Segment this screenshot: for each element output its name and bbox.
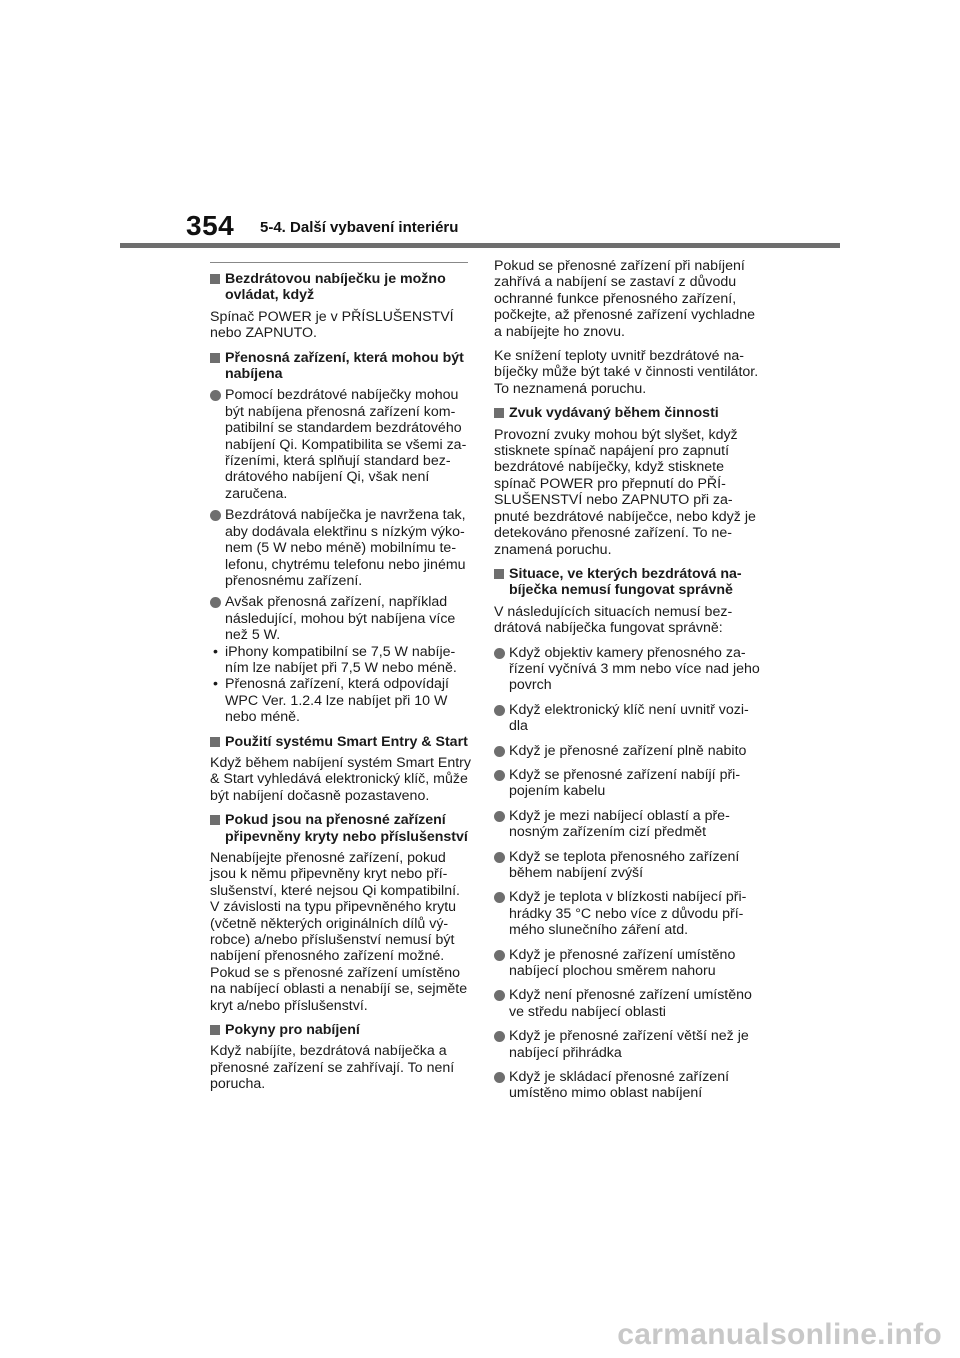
section-heading [494, 405, 762, 421]
list-item [494, 947, 762, 980]
square-bullet-icon [494, 569, 504, 579]
paragraph: Provozní zvuky mohou být slyšet, když stisknete spínač napájení pro zapnutí bezdrátové nabíječky, když stisknete spínač POWER pro přepnutí do PŘÍSLUŠENSTVÍ nebo ZAPNUTO při zapnuté bezdrátové nabíječce, nebo když je detekováno přenosné zařízení. To neznamená poruchu. [494, 426, 756, 558]
section-heading-text: Zvuk vydávaný během činnosti [509, 405, 719, 422]
sub-list-item-text: Přenosná zařízení, která odpovídají WPC Ver. 1.2.4 lze nabíjet při 10 W nebo méně. [225, 676, 449, 726]
square-bullet-icon [210, 815, 220, 825]
circle-bullet-icon [494, 705, 505, 716]
square-bullet-icon [494, 408, 504, 418]
list-item [494, 1069, 762, 1102]
circle-bullet-icon [210, 597, 221, 608]
chapter-title: 5-4. Další vybavení interiéru [260, 219, 459, 236]
list-item [210, 594, 472, 643]
paragraph: Když nabíjíte, bezdrátová nabíječka a přenosné zařízení se zahřívají. To není porucha. [210, 1043, 455, 1093]
list-item [494, 808, 762, 841]
list-item-text: Když se přenosné zařízení nabíjí připojením kabelu [509, 766, 741, 800]
sub-list-item [210, 644, 472, 677]
section-heading [210, 1022, 472, 1038]
list-item [210, 387, 472, 502]
sub-list-item-text: iPhony kompatibilní se 7,5 W nabíjením lze nabíjet při 7,5 W nebo méně. [225, 643, 457, 676]
list-item-text: Když je teplota v blízkosti nabíjecí přihrádky 35 °C nebo více z důvodu přímého slunečního záření atd. [509, 889, 747, 939]
list-item-text: Když elektronický klíč není uvnitř vozidla [509, 701, 749, 735]
circle-bullet-icon [210, 390, 221, 401]
right-column [494, 258, 762, 1110]
paragraph: V následujících situacích nemusí bezdrátová nabíječka fungovat správně: [494, 603, 733, 637]
watermark: carmanualsonline.info [617, 1318, 942, 1351]
dot-bullet-icon: • [213, 643, 218, 660]
list-item [494, 702, 762, 735]
circle-bullet-icon [494, 746, 505, 757]
section-heading [210, 350, 472, 383]
section-heading [210, 734, 472, 750]
circle-bullet-icon [494, 648, 505, 659]
list-item [494, 767, 762, 800]
list-item-text: Když je přenosné zařízení umístěno nabíjecí plochou směrem nahoru [509, 946, 736, 980]
square-bullet-icon [210, 353, 220, 363]
section-heading [210, 812, 472, 845]
list-item-text: Bezdrátová nabíječka je navržena tak, aby dodávala elektřinu s nízkým výkonem (5 W nebo méně) mobilnímu telefonu, chytrému telefonu nebo jinému přenosnému zařízení. [225, 507, 466, 589]
circle-bullet-icon [210, 510, 221, 521]
list-item [494, 987, 762, 1020]
section-heading [210, 271, 472, 304]
list-item-text: Když je přenosné zařízení větší než je nabíjecí přihrádka [509, 1028, 749, 1061]
circle-bullet-icon [494, 852, 505, 863]
circle-bullet-icon [494, 1031, 505, 1042]
list-item-text: Když není přenosné zařízení umístěno ve středu nabíjecí oblasti [509, 987, 752, 1020]
list-item [494, 849, 762, 882]
paragraph: Pokud se přenosné zařízení při nabíjení zahřívá a nabíjení se zastaví z důvodu ochranné funkce přenosného zařízení, počkejte, až přenosné zařízení vychladne a nabíjejte ho znovu. [494, 258, 756, 340]
square-bullet-icon [210, 737, 220, 747]
list-item [210, 507, 472, 589]
dot-bullet-icon: • [213, 676, 218, 693]
circle-bullet-icon [494, 892, 505, 903]
paragraph: Ke snížení teploty uvnitř bezdrátové nabíječky může být také v činnosti ventilátor. To neznamená poruchu. [494, 348, 759, 397]
circle-bullet-icon [494, 950, 505, 961]
section-heading [494, 566, 762, 599]
list-item-text: Avšak přenosná zařízení, například následující, mohou být nabíjena více než 5 W. [225, 594, 456, 644]
circle-bullet-icon [494, 990, 505, 1001]
list-item-text: Když je přenosné zařízení plně nabito [509, 742, 747, 759]
sub-list-item [210, 676, 472, 725]
section-heading-text: Použití systému Smart Entry & Start [225, 733, 468, 750]
square-bullet-icon [210, 274, 220, 284]
sub-list [210, 644, 472, 726]
list-item [494, 645, 762, 694]
header-rule [120, 243, 840, 248]
list-item-text: Když objektiv kamery přenosného zařízení vyčnívá 3 mm nebo více nad jeho povrch [509, 644, 760, 694]
circle-bullet-icon [494, 770, 505, 781]
square-bullet-icon [210, 1025, 220, 1035]
page-number: 354 [186, 210, 235, 241]
list-item-text: Když se teplota přenosného zařízení během nabíjení zvýší [509, 848, 740, 881]
section-heading-text: Situace, ve kterých bezdrátová nabíječka nemusí fungovat správně [509, 565, 742, 599]
section-heading-text: Pokud jsou na přenosné zařízení připevněny kryty nebo příslušenství [225, 812, 468, 845]
list-item-text: Pomocí bezdrátové nabíječky mohou být nabíjena přenosná zařízení kompatibilní se standardem bezdrátového nabíjení Qi. Kompatibilita se všemi zařízeními, která splňují standard bezdrátového nabíjení Qi, však není zaručena. [225, 387, 467, 502]
section-heading-text: Pokyny pro nabíjení [225, 1022, 360, 1039]
circle-bullet-icon [494, 811, 505, 822]
list-item-text: Když je skládací přenosné zařízení umístěno mimo oblast nabíjení [509, 1069, 730, 1102]
section-heading-text: Bezdrátovou nabíječku je možno ovládat, když [225, 271, 446, 304]
list-item [494, 889, 762, 938]
left-column [210, 258, 472, 1101]
list-item-text: Když je mezi nabíjecí oblastí a přenosným zařízením cizí předmět [509, 807, 730, 841]
column-top-rule [210, 262, 468, 263]
list-item [494, 743, 762, 759]
list-item [494, 1028, 762, 1061]
paragraph: Když během nabíjení systém Smart Entry & Start vyhledává elektronický klíč, může být nabíjení dočasně pozastaveno. [210, 754, 472, 804]
paragraph: Spínač POWER je v PŘÍSLUŠENSTVÍ nebo ZAPNUTO. [210, 308, 454, 342]
section-heading-text: Přenosná zařízení, která mohou být nabíjena [225, 349, 464, 383]
circle-bullet-icon [494, 1072, 505, 1083]
paragraph: Nenabíjejte přenosné zařízení, pokud jsou k němu připevněny kryt nebo příslušenství, které nejsou Qi kompatibilní. V závislosti na typu připevněného krytu (včetně některých originálních dílů výrobce) a/nebo příslušenství nemusí být nabíjení přenosného zařízení možné. Pokud se s přenosné zařízení umístěno na nabíjecí oblasti a nenabíjí se, sejměte kryt a/nebo příslušenství. [210, 850, 468, 1014]
